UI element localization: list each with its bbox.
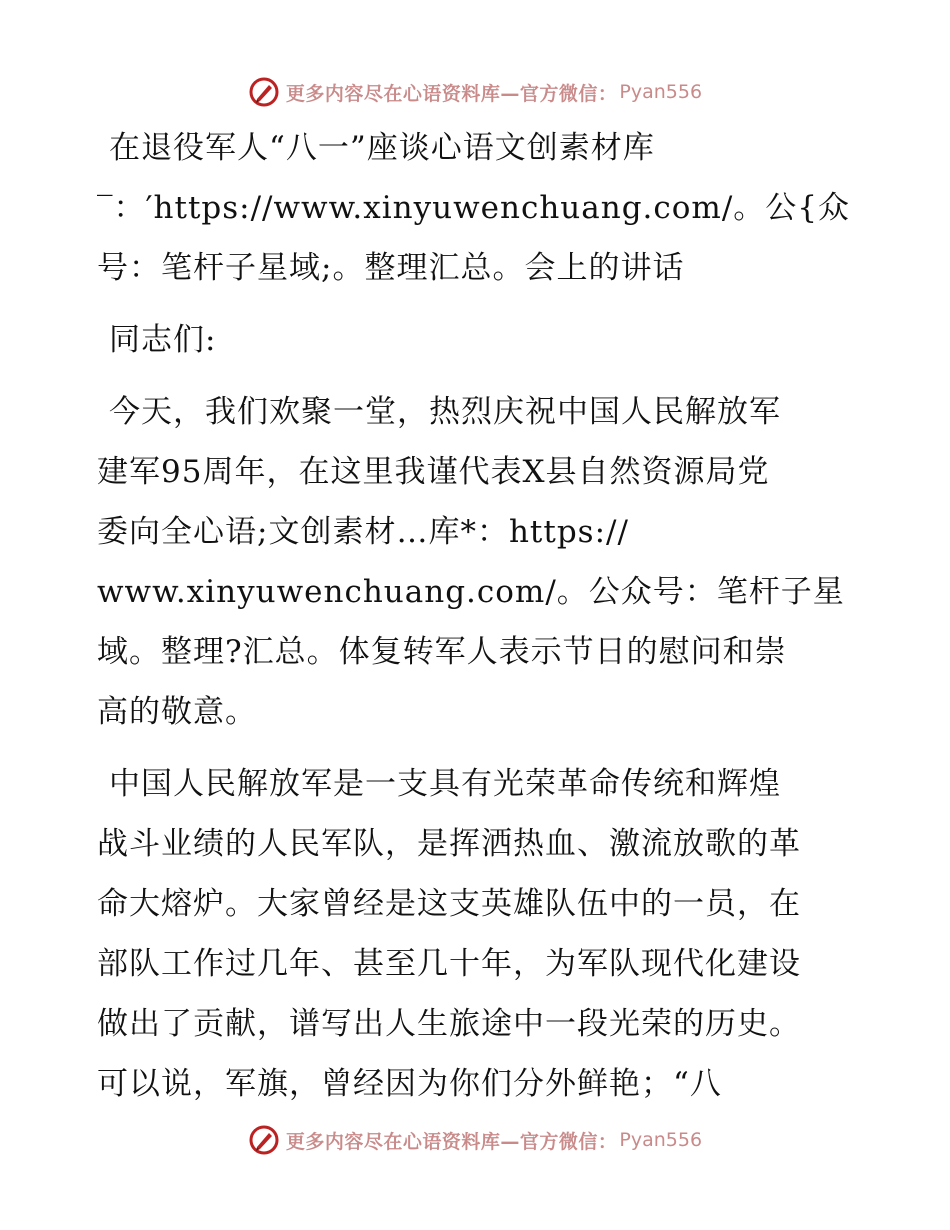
text-line: 同志们:	[109, 322, 217, 358]
text-line: 命大熔炉。大家曾经是这支英雄队伍中的一员，在	[97, 886, 801, 922]
paragraph-gap	[97, 298, 867, 310]
text-line: 域。整理?汇总。体复转军人表示节日的慰问和崇	[97, 634, 787, 670]
text-line: 做出了贡献，谱写出人生旅途中一段光荣的历史。	[97, 1006, 801, 1042]
wechat-id: Pyan556	[619, 81, 703, 103]
document-body	[97, 118, 867, 1114]
text-line: ‾：′https://www.xinyuwenchuang.com/。公{众	[97, 190, 850, 226]
text-line: 号：笔杆子星域;。整理汇总。会上的讲话	[97, 250, 685, 286]
wechat-id: Pyan556	[619, 1129, 703, 1151]
banner-text: 更多内容尽在心语资料库—官方微信：	[285, 82, 618, 105]
text-line: 在退役军人“八一”座谈心语文创素材库	[109, 130, 655, 166]
paragraph-gap	[97, 370, 867, 382]
text-line: 可以说，军旗，曾经因为你们分外鲜艳；“八	[97, 1066, 722, 1102]
text-line: www.xinyuwenchuang.com/。公众号：笔杆子星	[97, 574, 845, 610]
text-line: 高的敬意。	[97, 694, 257, 730]
text-line: 战斗业绩的人民军队，是挥洒热血、激流放歌的革	[97, 826, 801, 862]
text-line: 中国人民解放军是一支具有光荣革命传统和辉煌	[109, 766, 781, 802]
paragraph-gap	[97, 742, 867, 754]
header-banner	[0, 72, 950, 112]
text-line: 部队工作过几年、甚至几十年，为军队现代化建设	[97, 946, 801, 982]
pen-logo-icon	[248, 76, 280, 108]
text-line: 委向全心语;文创素材…库*：https://	[97, 514, 629, 550]
text-line: 今天，我们欢聚一堂，热烈庆祝中国人民解放军	[109, 394, 781, 430]
footer-banner	[0, 1120, 950, 1160]
banner-text: 更多内容尽在心语资料库—官方微信：	[285, 1130, 618, 1153]
pen-logo-icon	[248, 1124, 280, 1156]
text-line: 建军95周年，在这里我谨代表X县自然资源局党	[97, 454, 770, 490]
